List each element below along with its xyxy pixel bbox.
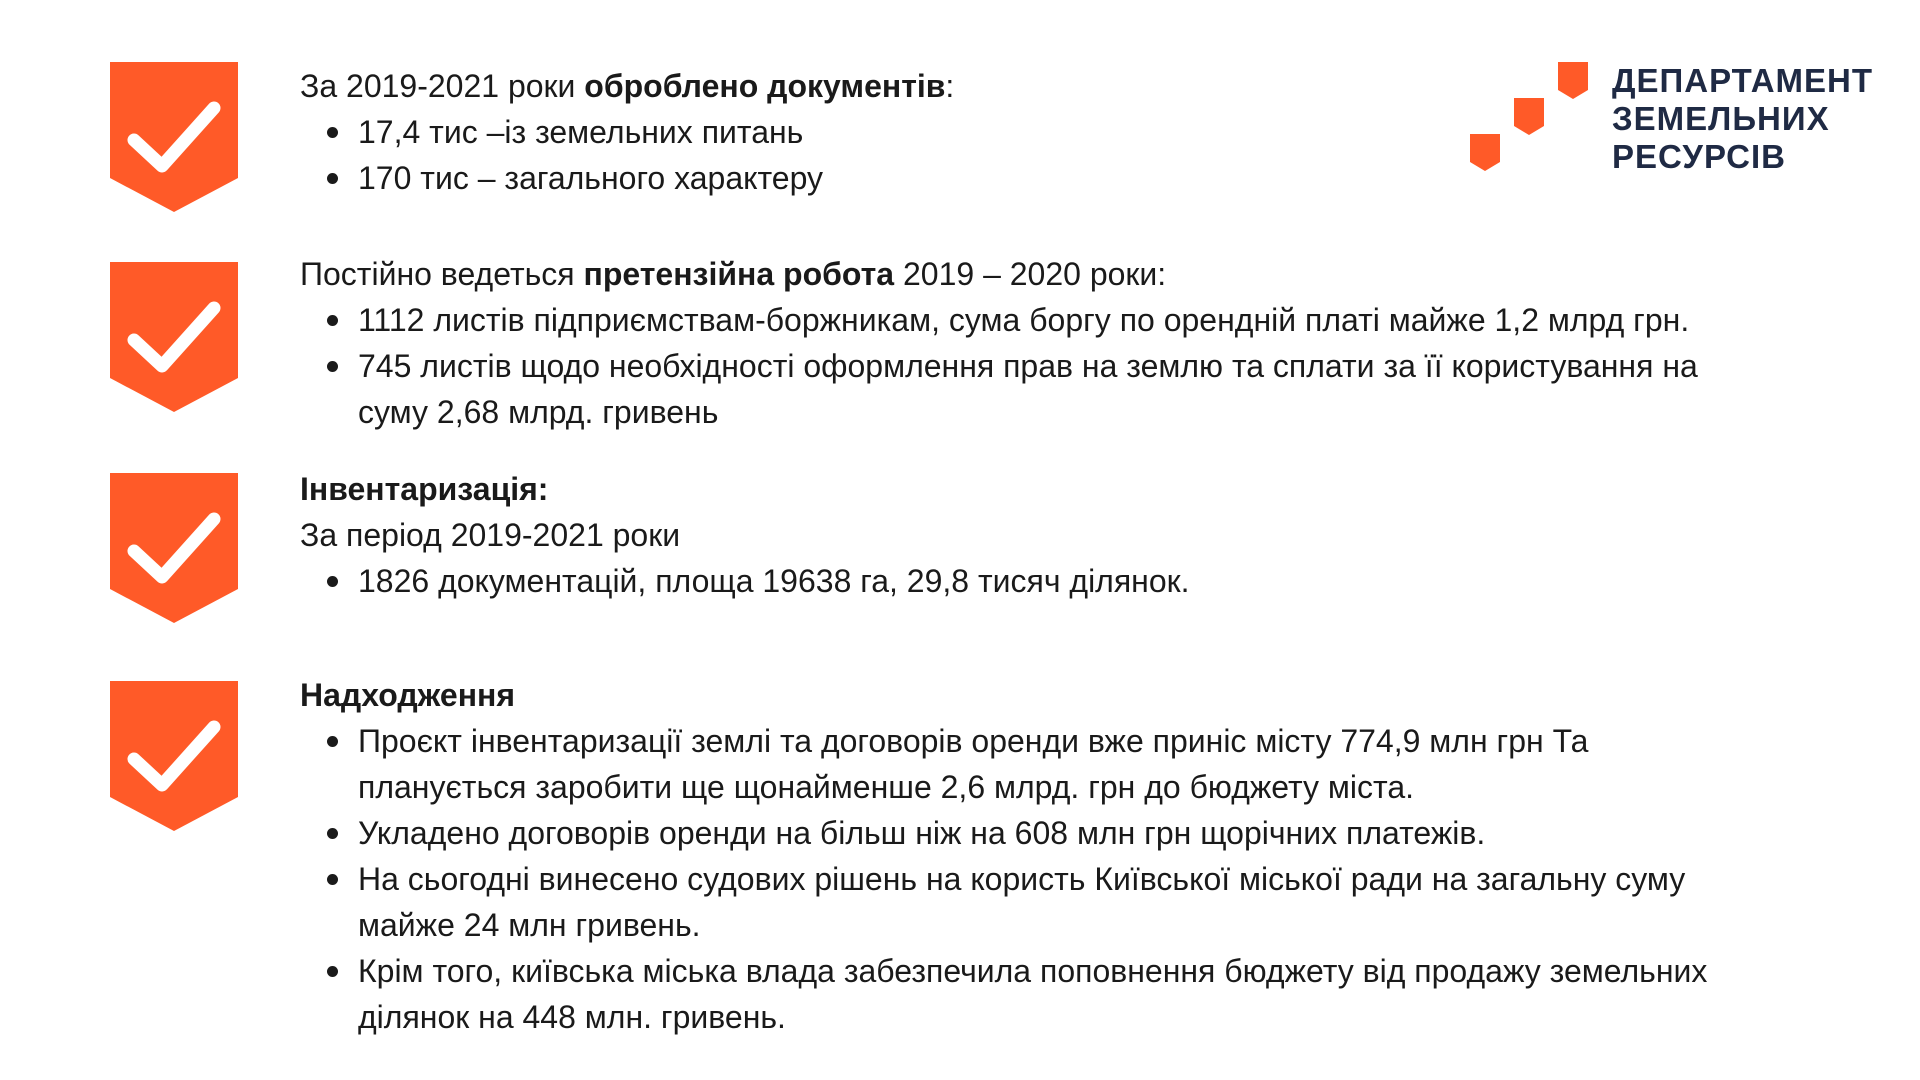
list-item: Проєкт інвентаризації землі та договорів оренди вже приніс місту 774,9 млн грн Та планується заробити ще щонайменше 2,6 млрд. грн до бюджету міста. [300, 718, 1880, 810]
list-item: На сьогодні винесено судових рішень на користь Київської міської ради на загальну суму майже 24 млн гривень. [300, 856, 1880, 948]
section-intro: За 2019-2021 роки оброблено документів: [300, 68, 955, 104]
check-icon [110, 262, 238, 412]
section-intro: Постійно ведеться претензійна робота 2019 – 2020 роки: [300, 256, 1167, 292]
bullet-list [300, 297, 1880, 435]
section-subline: За період 2019-2021 роки [300, 517, 681, 553]
logo-line-2: ЗЕМЕЛЬНИХ [1612, 100, 1830, 137]
check-icon [110, 473, 238, 623]
section-inventory [300, 466, 1880, 604]
list-item: 1826 документацій, площа 19638 га, 29,8 тисяч ділянок. [300, 558, 1880, 604]
list-item: Крім того, київська міська влада забезпечила поповнення бюджету від продажу земельних ділянок на 448 млн. гривень. [300, 948, 1880, 1040]
check-icon [110, 62, 238, 212]
department-logo [1470, 56, 1900, 186]
list-item: 745 листів щодо необхідності оформлення прав на землю та сплати за її користування на суму 2,68 млрд. гривень [300, 343, 1880, 435]
list-item: Укладено договорів оренди на більш ніж на 608 млн грн щорічних платежів. [300, 810, 1880, 856]
check-badge-3 [110, 473, 238, 623]
check-badge-4 [110, 681, 238, 831]
section-heading: Надходження [300, 677, 516, 713]
logo-line-1: ДЕПАРТАМЕНТ [1612, 62, 1874, 99]
check-icon [110, 681, 238, 831]
list-item: 17,4 тис –із земельних питань [300, 109, 1880, 155]
logo-line-3: РЕСУРСІВ [1612, 138, 1786, 175]
logo-mark-icon [1470, 62, 1600, 180]
check-badge-1 [110, 62, 238, 212]
section-heading: Інвентаризація: [300, 471, 549, 507]
bullet-list [300, 718, 1880, 1040]
section-claims-work [300, 251, 1880, 435]
bullet-list [300, 558, 1880, 604]
list-item: 1112 листів підприємствам-боржникам, сума боргу по орендній платі майже 1,2 млрд грн. [300, 297, 1880, 343]
section-revenues [300, 672, 1880, 1040]
list-item: 170 тис – загального характеру [300, 155, 1880, 201]
check-badge-2 [110, 262, 238, 412]
